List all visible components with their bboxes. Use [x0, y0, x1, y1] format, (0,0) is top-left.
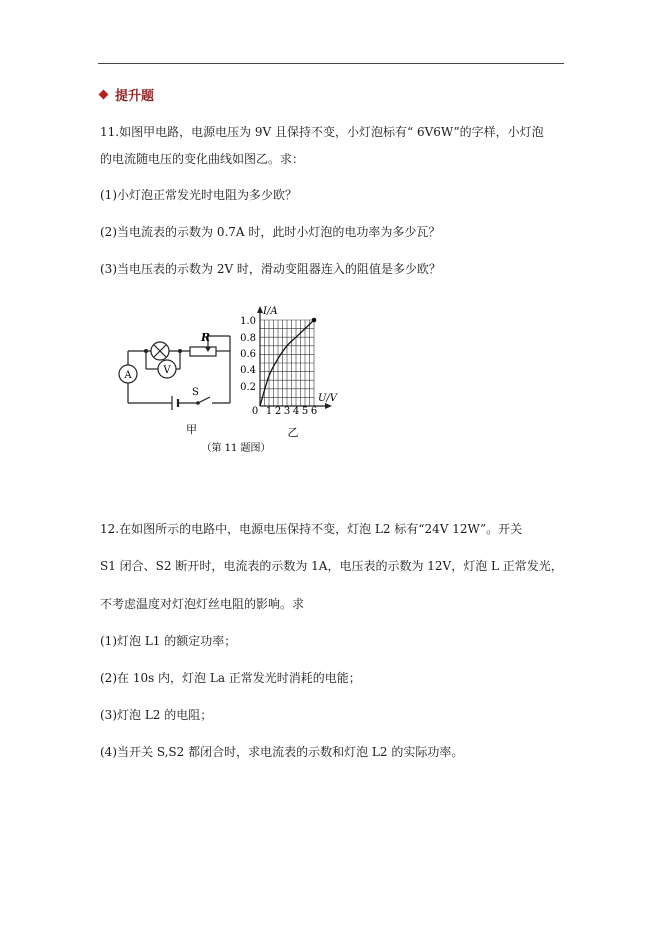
q12-stem-line3: 不考虑温度对灯泡灯丝电阻的影响。求 [100, 597, 305, 611]
iv-graph [240, 306, 339, 439]
y-tick-label: 0.2 [240, 382, 256, 393]
figure-caption: （第 11 题图） [201, 443, 271, 453]
switch-label: S [192, 387, 199, 398]
junction-dot [178, 349, 182, 353]
y-tick-label: 0.8 [240, 333, 256, 344]
q11-part3: (3)当电压表的示数为 2V 时，滑动变阻器连入的阻值是多少欧？ [100, 262, 441, 276]
x-tick-label: 4 [292, 406, 300, 417]
circuit-caption: 甲 [186, 423, 197, 436]
rheostat-icon [190, 347, 216, 356]
q12-stem-line2: S1 闭合、S2 断开时，电流表的示数为 1A，电压表的示数为 12V，灯泡 L 正常发光， [100, 559, 563, 573]
x-tick-label: 5 [301, 406, 309, 417]
y-tick-label: 0.6 [240, 349, 256, 360]
y-tick-label: 0.4 [240, 365, 256, 376]
figure-11 [118, 303, 358, 453]
y-axis-label: I/A [263, 306, 278, 317]
diamond-bullet-icon [99, 90, 109, 100]
lamp-icon [151, 342, 169, 360]
q12-part2: (2)在 10s 内，灯泡 La 正常发光时消耗的电能； [100, 671, 361, 685]
q12-stem-line1: 12.在如图所示的电路中，电源电压保持不变，灯泡 L2 标有“24V 12W”。开关 [100, 522, 523, 536]
q11-stem-line1: 11.如图甲电路，电源电压为 9V 且保持不变，小灯泡标有“ 6V6W”的字样，小灯泡 [100, 125, 544, 139]
curve-end-point [312, 318, 317, 323]
q12-part4: (4)当开关 S,S2 都闭合时，求电流表的示数和灯泡 L2 的实际功率。 [100, 745, 464, 759]
q11-part1: (1)小灯泡正常发光时电阻为多少欧？ [100, 188, 297, 202]
q12-part1: (1)灯泡 L1 的额定功率； [100, 634, 237, 648]
rheostat-label: R [201, 331, 211, 344]
voltmeter-label: V [163, 365, 171, 376]
q11-stem-line2: 的电流随电压的变化曲线如图乙。求： [100, 152, 305, 166]
junction-dot [144, 349, 148, 353]
q11-part2: (2)当电流表的示数为 0.7A 时，此时小灯泡的电功率为多少瓦？ [100, 225, 441, 239]
y-tick-label: 1.0 [240, 316, 256, 327]
x-tick-label: 6 [310, 406, 318, 417]
q12-part3: (3)灯泡 L2 的电阻； [100, 708, 213, 722]
switch-icon [196, 401, 200, 405]
x-axis-label: U/V [318, 393, 338, 404]
x-tick-label: 3 [283, 406, 291, 417]
origin-label: 0 [251, 406, 259, 417]
section-heading [100, 85, 154, 104]
section-title: 提升题 [115, 89, 155, 104]
graph-caption: 乙 [287, 426, 299, 439]
x-tick-label: 1 [265, 406, 273, 417]
header-rule [98, 63, 564, 64]
ammeter-label: A [124, 370, 132, 381]
figure-11-svg [118, 303, 358, 453]
x-tick-label: 2 [274, 406, 282, 417]
